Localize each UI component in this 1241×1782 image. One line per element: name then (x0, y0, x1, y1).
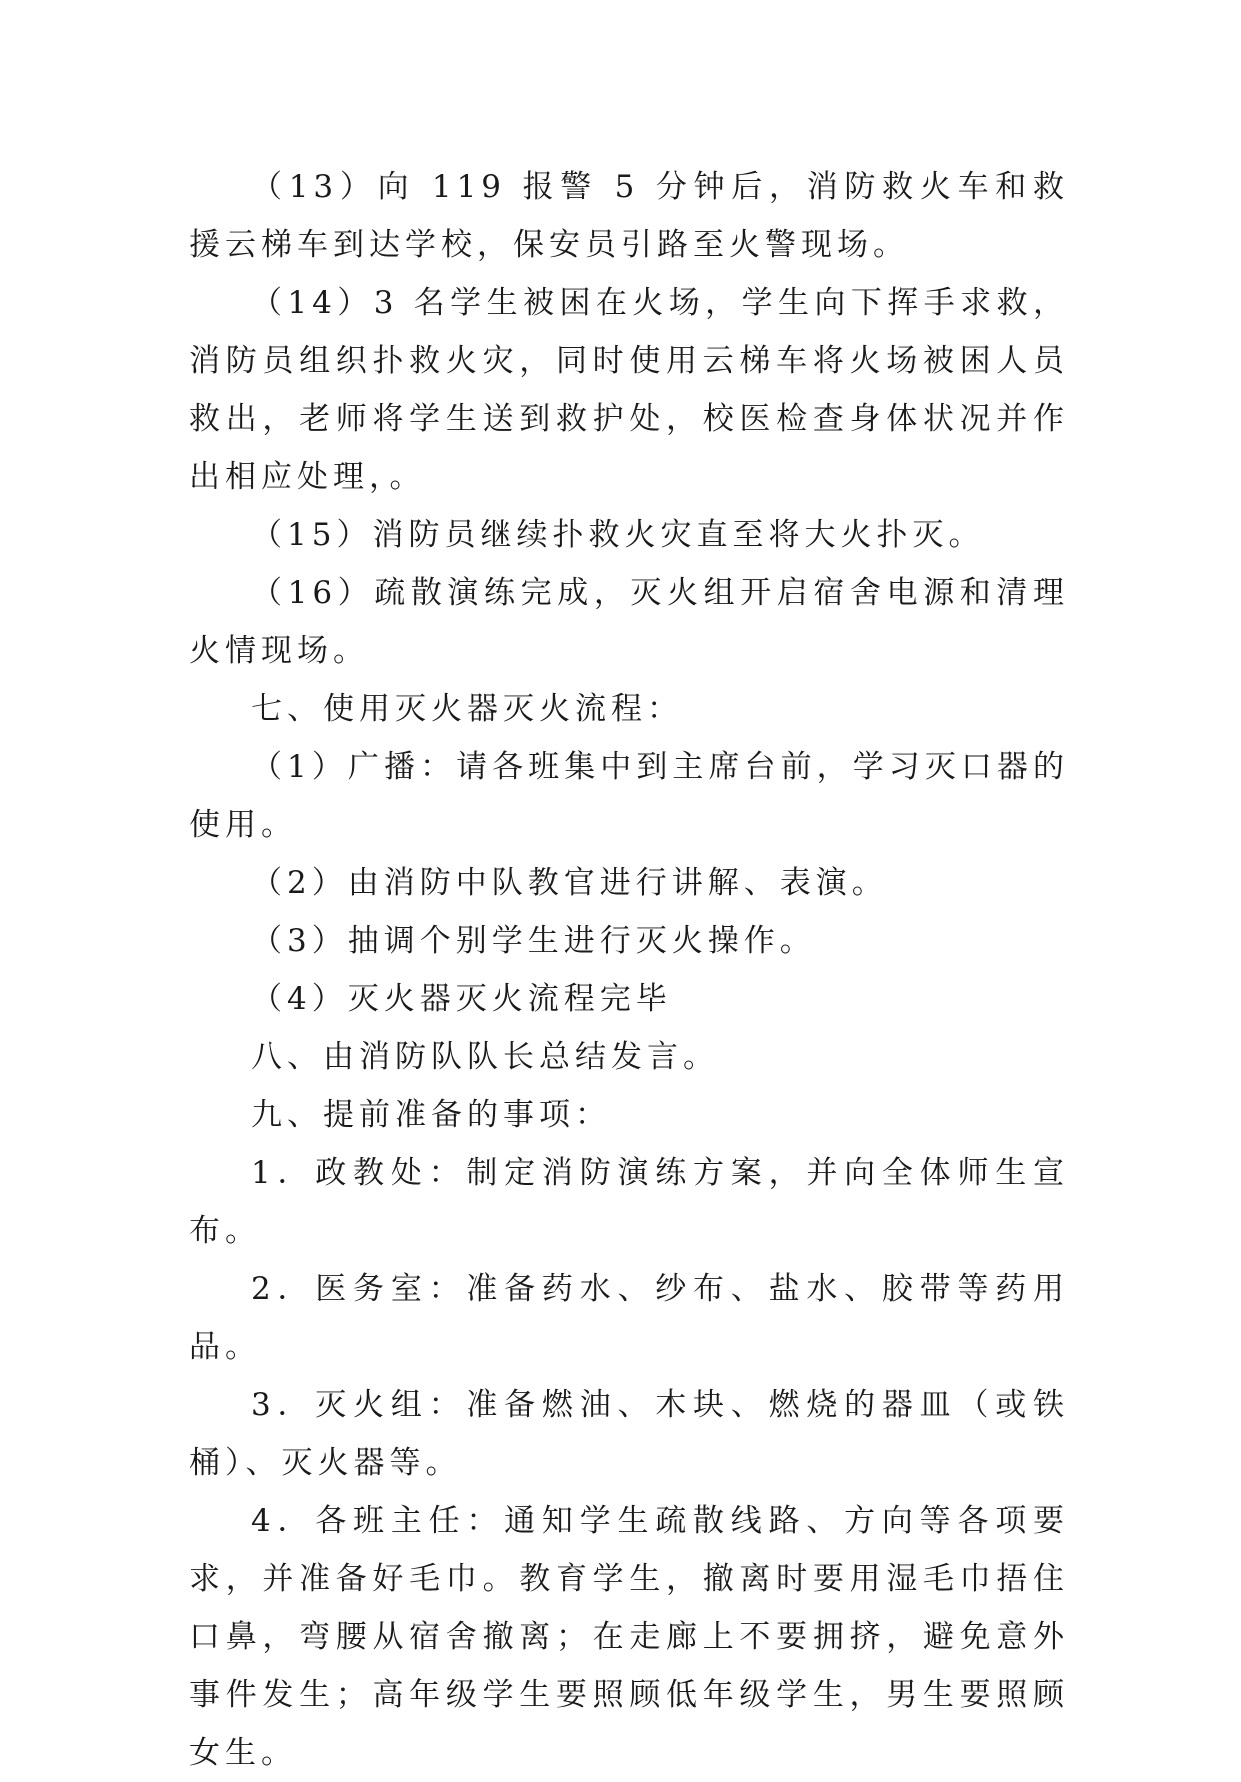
paragraph-item-14: （14）3 名学生被困在火场，学生向下挥手求救，消防员组织扑救火灾，同时使用云梯车将火场被困人员救出，老师将学生送到救护处，校医检查身体状况并作出相应处理，。 (189, 285, 1069, 495)
preparation-item-3: 3．灭火组：准备燃油、木块、燃烧的器皿（或铁桶）、灭火器等。 (189, 1387, 1069, 1481)
paragraph-step-2: （2）由消防中队教官进行讲解、表演。 (251, 865, 888, 901)
preparation-item-2: 2．医务室：准备药水、纱布、盐水、胶带等药用品。 (189, 1271, 1069, 1365)
paragraph-item-15: （15）消防员继续扑救火灾直至将大火扑灭。 (251, 517, 985, 553)
preparation-item-4: 4．各班主任：通知学生疏散线路、方向等各项要求，并准备好毛巾。教育学生，撤离时要用湿毛巾捂住口鼻，弯腰从宿舍撤离；在走廊上不要拥挤，避免意外事件发生；高年级学生要照顾低年级学生，男生要照顾女生。 (189, 1503, 1069, 1771)
section-heading-9: 九、提前准备的事项： (251, 1097, 611, 1133)
paragraph-item-16: （16）疏散演练完成，灭火组开启宿舍电源和清理火情现场。 (189, 575, 1069, 669)
paragraph-step-3: （3）抽调个别学生进行灭火操作。 (251, 923, 816, 959)
paragraph-item-13: （13）向 119 报警 5 分钟后，消防救火车和救援云梯车到达学校，保安员引路至火警现场。 (189, 169, 1069, 263)
paragraph-step-1: （1）广播：请各班集中到主席台前，学习灭口器的使用。 (189, 749, 1069, 843)
section-heading-8: 八、由消防队队长总结发言。 (251, 1039, 719, 1075)
paragraph-step-4: （4）灭火器灭火流程完毕 (251, 981, 672, 1017)
document-body (189, 158, 1069, 1782)
section-heading-7: 七、使用灭火器灭火流程： (251, 691, 683, 727)
preparation-item-1: 1．政教处：制定消防演练方案，并向全体师生宣布。 (189, 1155, 1069, 1249)
